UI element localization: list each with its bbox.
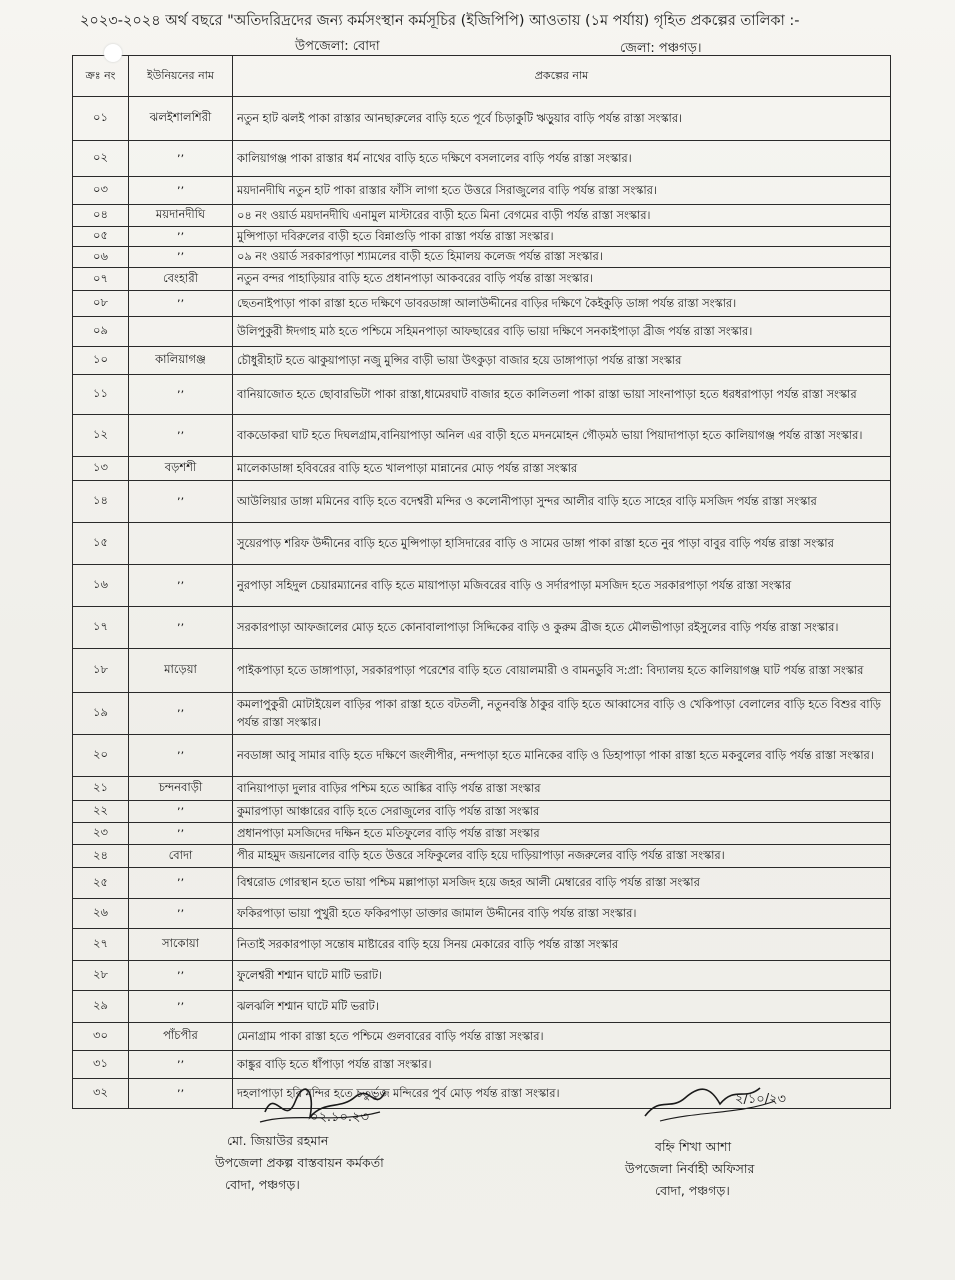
project-table: [72, 55, 891, 1109]
union-cell: [129, 317, 233, 347]
union-cell: ’’: [129, 141, 233, 177]
union-cell: ’’: [129, 693, 233, 735]
serial-cell: ০৫: [73, 227, 129, 247]
serial-cell: ৩১: [73, 1051, 129, 1079]
table-row: [73, 823, 891, 845]
union-cell: ’’: [129, 607, 233, 649]
table-row: [73, 693, 891, 735]
serial-cell: ১০: [73, 347, 129, 375]
table-row: [73, 801, 891, 823]
table-row: [73, 845, 891, 868]
union-cell: ’’: [129, 415, 233, 457]
district-label: জেলা: পঞ্চগড়।: [620, 41, 702, 56]
project-cell: চৌধুরীহাট হতে ঝাকুয়াপাড়া নজু মুন্সির বাড়ী ভায়া উৎকুড়া বাজার হয়ে ডাঙ্গাপাড়া পর্যন্ত রাস্তা সংস্কার: [233, 347, 891, 375]
table-body: [73, 97, 891, 1109]
table-row: [73, 205, 891, 227]
footer-right: [625, 1136, 754, 1202]
project-cell: ০৯ নং ওয়ার্ড সরকারপাড়া শ্যামলের বাড়ী হতে হিমালয় কলেজ পর্যন্ত রাস্তা সংস্কার।: [233, 247, 891, 268]
serial-cell: ২৬: [73, 899, 129, 929]
table-row: [73, 991, 891, 1023]
project-cell: কমলাপুকুরী মোটাইয়েল বাড়ির পাকা রাস্তা হতে বটতলী, নতুনবস্তি ঠাকুর বাড়ি হতে আব্বাসের বাড়ি ও খেকিপাড়া বেলালের বাড়ি হতে বিশুর বাড়ি পর্যন্ত রাস্তা সংস্কার।: [233, 693, 891, 735]
project-cell: নতুন হাট ঝলই পাকা রাস্তার আনছারুলের বাড়ি হতে পূর্বে চিড়াকুটি ঋড়ুয়ার বাড়ি পর্যন্ত রাস্তা সংস্কার।: [233, 97, 891, 141]
table-row: [73, 141, 891, 177]
project-cell: পীর মাহমুদ জয়নালের বাড়ি হতে উত্তরে সফিকুলের বাড়ি হয়ে দাড়িয়াপাড়া নজরুলের বাড়ি পর্যন্ত রাস্তা সংস্কার।: [233, 845, 891, 868]
serial-cell: ২৭: [73, 929, 129, 961]
table-row: [73, 375, 891, 415]
union-cell: চন্দনবাড়ী: [129, 777, 233, 801]
table-row: [73, 97, 891, 141]
union-cell: বড়শশী: [129, 457, 233, 481]
serial-cell: ২১: [73, 777, 129, 801]
project-cell: ময়দানদীঘি নতুন হাট পাকা রাস্তার ফাঁসি লাগা হতে উত্তরে সিরাজুলের বাড়ি পর্যন্ত রাস্তা সংস্কার।: [233, 177, 891, 205]
project-cell: পাইকপাড়া হতে ডাঙ্গাপাড়া, সরকারপাড়া পরেশের বাড়ি হতে বোয়ালমারী ও বামনডুবি স:প্রা: বিদ্যালয় হতে কালিয়াগঞ্জ ঘাট পর্যন্ত রাস্তা সংস্কার: [233, 649, 891, 693]
serial-cell: ০৯: [73, 317, 129, 347]
serial-cell: ২৪: [73, 845, 129, 868]
union-cell: ’’: [129, 1051, 233, 1079]
serial-cell: ১৭: [73, 607, 129, 649]
table-row: [73, 1023, 891, 1051]
table-row: [73, 227, 891, 247]
project-cell: সরকারপাড়া আফজালের মোড় হতে কোনাবালাপাড়া সিদ্দিকের বাড়ি ও কুরুম ব্রীজ হতে মৌলভীপাড়া রইসুলের বাড়ি পর্যন্ত রাস্তা সংস্কার।: [233, 607, 891, 649]
punch-hole: [104, 44, 122, 62]
col-serial-header: ক্রঃ নং: [73, 56, 129, 97]
col-union-header: ইউনিয়নের নাম: [129, 56, 233, 97]
table-row: [73, 868, 891, 899]
col-project-header: প্রকল্পের নাম: [233, 56, 891, 97]
project-cell: মেনাগ্রাম পাকা রাস্তা হতে পশ্চিমে গুলবারের বাড়ি পর্যন্ত রাস্তা সংস্কার।: [233, 1023, 891, 1051]
union-cell: ময়দানদীঘি: [129, 205, 233, 227]
project-cell: প্রধানপাড়া মসজিদের দক্ষিন হতে মতিফুলের বাড়ি পর্যন্ত রাস্তা সংস্কার: [233, 823, 891, 845]
footer-left: [215, 1130, 384, 1196]
project-cell: ফুলেশ্বরী শশ্মান ঘাটে মাটি ভরাট।: [233, 961, 891, 991]
upazila-label: উপজেলা: বোদা: [295, 39, 380, 54]
table-row: [73, 247, 891, 268]
table-row: [73, 735, 891, 777]
project-cell: বানিয়াপাড়া দুলার বাড়ির পশ্চিম হতে আঙ্কির বাড়ি পর্যন্ত রাস্তা সংস্কার: [233, 777, 891, 801]
officer-location-left: বোদা, পঞ্চগড়।: [225, 1177, 300, 1192]
project-cell: নতুন বন্দর পাহাড়িয়ার বাড়ি হতে প্রধানপাড়া আকবরের বাড়ি পর্যন্ত রাস্তা সংস্কার।: [233, 268, 891, 291]
union-cell: পাঁচপীর: [129, 1023, 233, 1051]
serial-cell: ২২: [73, 801, 129, 823]
serial-cell: ১৬: [73, 565, 129, 607]
serial-cell: ১৯: [73, 693, 129, 735]
union-cell: ’’: [129, 565, 233, 607]
officer-location-right: বোদা, পঞ্চগড়।: [655, 1183, 730, 1198]
serial-cell: ২৫: [73, 868, 129, 899]
table-row: [73, 317, 891, 347]
serial-cell: ৩০: [73, 1023, 129, 1051]
union-cell: ’’: [129, 823, 233, 845]
table-row: [73, 457, 891, 481]
union-cell: ’’: [129, 868, 233, 899]
table-row: [73, 929, 891, 961]
serial-cell: ০৪: [73, 205, 129, 227]
union-cell: ’’: [129, 375, 233, 415]
table-row: [73, 291, 891, 317]
project-cell: মুন্সিপাড়া দবিরুলের বাড়ী হতে বিন্নাগুড়ি পাকা রাস্তা পর্যন্ত রাস্তা সংস্কার।: [233, 227, 891, 247]
serial-cell: ১২: [73, 415, 129, 457]
table-row: [73, 347, 891, 375]
document-title: ২০২৩-২০২৪ অর্থ বছরে "অতিদরিদ্রদের জন্য কর্মসংস্থান কর্মসূচির (ইজিপিপি) আওতায় (১ম পর্যায়) গৃহিত প্রকল্পের তালিকা :-: [80, 13, 800, 29]
serial-cell: ০৮: [73, 291, 129, 317]
serial-cell: ২৮: [73, 961, 129, 991]
signature-left-date: ০২.১০.২৩: [310, 1110, 369, 1125]
project-cell: ছেতনাইপাড়া পাকা রাস্তা হতে দক্ষিণে ডাবরডাঙ্গা আলাউদ্দীনের বাড়ির দক্ষিণে কৈইকুড়ি ডাঙ্গা পর্যন্ত রাস্তা সংস্কার।: [233, 291, 891, 317]
union-cell: সাকোয়া: [129, 929, 233, 961]
union-cell: ’’: [129, 481, 233, 523]
project-cell: কুমারপাড়া আঞ্চারের বাড়ি হতে সেরাজুলের বাড়ি পর্যন্ত রাস্তা সংস্কার: [233, 801, 891, 823]
union-cell: ’’: [129, 961, 233, 991]
serial-cell: ১৪: [73, 481, 129, 523]
table-row: [73, 268, 891, 291]
union-cell: কালিয়াগঞ্জ: [129, 347, 233, 375]
union-cell: মাড়েয়া: [129, 649, 233, 693]
table-row: [73, 481, 891, 523]
union-cell: ’’: [129, 177, 233, 205]
serial-cell: ০৭: [73, 268, 129, 291]
table-row: [73, 899, 891, 929]
serial-cell: ৩২: [73, 1079, 129, 1109]
project-cell: নুরপাড়া সহিদুল চেয়ারম্যানের বাড়ি হতে মায়াপাড়া মজিবরের বাড়ি ও সর্দারপাড়া মসজিদ হতে সরকারপাড়া পর্যন্ত রাস্তা সংস্কার: [233, 565, 891, 607]
table-row: [73, 961, 891, 991]
officer-name-left: মো. জিয়াউর রহমান: [227, 1133, 329, 1148]
serial-cell: ০২: [73, 141, 129, 177]
union-cell: বোদা: [129, 845, 233, 868]
serial-cell: ১৩: [73, 457, 129, 481]
union-cell: ’’: [129, 1079, 233, 1109]
officer-designation-right: উপজেলা নির্বাহী অফিসার: [625, 1161, 755, 1176]
officer-designation-left: উপজেলা প্রকল্প বাস্তবায়ন কর্মকর্তা: [215, 1155, 384, 1170]
project-cell: ঝলঝলি শশ্মান ঘাটে মটি ভরাট।: [233, 991, 891, 1023]
serial-cell: ১৮: [73, 649, 129, 693]
project-cell: ০৪ নং ওয়ার্ড ময়দানদীঘি এনামুল মাস্টারের বাড়ী হতে মিনা বেগমের বাড়ী পর্যন্ত রাস্তা সংস্কার।: [233, 205, 891, 227]
project-cell: বানিয়াজোত হতে ছোবারভিটা পাকা রাস্তা,ধামেরঘাট বাজার হতে কালিতলা পাকা রাস্তা ভায়া সাংনাপাড়া হতে ধরধরাপাড়া পর্যন্ত রাস্তা সংস্কার: [233, 375, 891, 415]
table-header-row: [73, 56, 891, 97]
union-cell: ’’: [129, 735, 233, 777]
table-row: [73, 1051, 891, 1079]
table-row: [73, 523, 891, 565]
table-row: [73, 415, 891, 457]
officer-name-right: বহ্নি শিখা আশা: [655, 1139, 732, 1154]
project-cell: মালেকাডাঙ্গা হবিবরের বাড়ি হতে খালপাড়া মান্নানের মোড় পর্যন্ত রাস্তা সংস্কার: [233, 457, 891, 481]
project-cell: বাকডোকরা ঘাট হতে দিঘলগ্রাম,বানিয়াপাড়া অনিল এর বাড়ী হতে মদনমোহন গৌড়মঠ ভায়া পিয়াদাপাড়া হতে কালিয়াগঞ্জ পর্যন্ত রাস্তা সংস্কার।: [233, 415, 891, 457]
table-row: [73, 565, 891, 607]
union-cell: ’’: [129, 801, 233, 823]
serial-cell: ০৩: [73, 177, 129, 205]
project-cell: কালিয়াগঞ্জ পাকা রাস্তার ধর্ম নাথের বাড়ি হতে দক্ষিণে বসলালের বাড়ি পর্যন্ত রাস্তা সংস্কার।: [233, 141, 891, 177]
serial-cell: ০৬: [73, 247, 129, 268]
union-cell: বেংহারী: [129, 268, 233, 291]
signature-right-date: ২/১০/২৩: [735, 1092, 787, 1107]
table-row: [73, 607, 891, 649]
project-cell: বিশ্বরোড গোরস্থান হতে ভায়া পশ্চিম মল্লাপাড়া মসজিদ হয়ে জহর আলী মেম্বারের বাড়ি পর্যন্ত রাস্তা সংস্কার: [233, 868, 891, 899]
serial-cell: ২৯: [73, 991, 129, 1023]
project-cell: কাঙ্কুর বাড়ি হতে ধাঁপাড়া পর্যন্ত রাস্তা সংস্কার।: [233, 1051, 891, 1079]
project-cell: দহলাপাড়া হরি মন্দির হতে চতুর্ভুজ মন্দিরের পুর্ব মোড় পর্যন্ত রাস্তা সংস্কার।: [233, 1079, 891, 1109]
union-cell: ’’: [129, 247, 233, 268]
serial-cell: ১৫: [73, 523, 129, 565]
serial-cell: ০১: [73, 97, 129, 141]
table-row: [73, 649, 891, 693]
union-cell: ’’: [129, 899, 233, 929]
serial-cell: ১১: [73, 375, 129, 415]
union-cell: ’’: [129, 227, 233, 247]
project-cell: উলিপুকুরী ঈদগাহ মাঠ হতে পশ্চিমে সহিমনপাড়া আফছারের বাড়ি ভায়া দক্ষিণে সনকাইপাড়া ব্রীজ পর্যন্ত রাস্তা সংস্কার।: [233, 317, 891, 347]
serial-cell: ২৩: [73, 823, 129, 845]
project-cell: আউলিয়ার ডাঙ্গা মমিনের বাড়ি হতে বদেশ্বরী মন্দির ও কলোনীপাড়া সুন্দর আলীর বাড়ি হতে সাহের বাড়ি মসজিদ পর্যন্ত রাস্তা সংস্কার: [233, 481, 891, 523]
union-cell: ঝলইশালশিরী: [129, 97, 233, 141]
union-cell: ’’: [129, 991, 233, 1023]
table-row: [73, 177, 891, 205]
table-row: [73, 777, 891, 801]
project-cell: নিতাই সরকারপাড়া সন্তোষ মাষ্টারের বাড়ি হয়ে সিনয় মেকারের বাড়ি পর্যন্ত রাস্তা সংস্কার: [233, 929, 891, 961]
serial-cell: ২০: [73, 735, 129, 777]
project-cell: সুয়েরপাড় শরিফ উদ্দীনের বাড়ি হতে মুন্সিপাড়া হাসিদারের বাড়ি ও সামের ডাঙ্গা পাকা রাস্তা হতে নুর পাড়া বাবুর বাড়ি পর্যন্ত রাস্তা সংস্কার: [233, 523, 891, 565]
project-cell: ফকিরপাড়া ভায়া পুখুরী হতে ফকিরপাড়া ডাক্তার জামাল উদ্দীনের বাড়ি পর্যন্ত রাস্তা সংস্কার।: [233, 899, 891, 929]
union-cell: [129, 523, 233, 565]
union-cell: ’’: [129, 291, 233, 317]
project-cell: নবডাঙ্গা আবু সামার বাড়ি হতে দক্ষিণে জংলীপীর, নন্দপাড়া হতে মানিকের বাড়ি ও ডিহাপাড়া পাকা রাস্তা হতে মকবুলের বাড়ি পর্যন্ত রাস্তা সংস্কার।: [233, 735, 891, 777]
